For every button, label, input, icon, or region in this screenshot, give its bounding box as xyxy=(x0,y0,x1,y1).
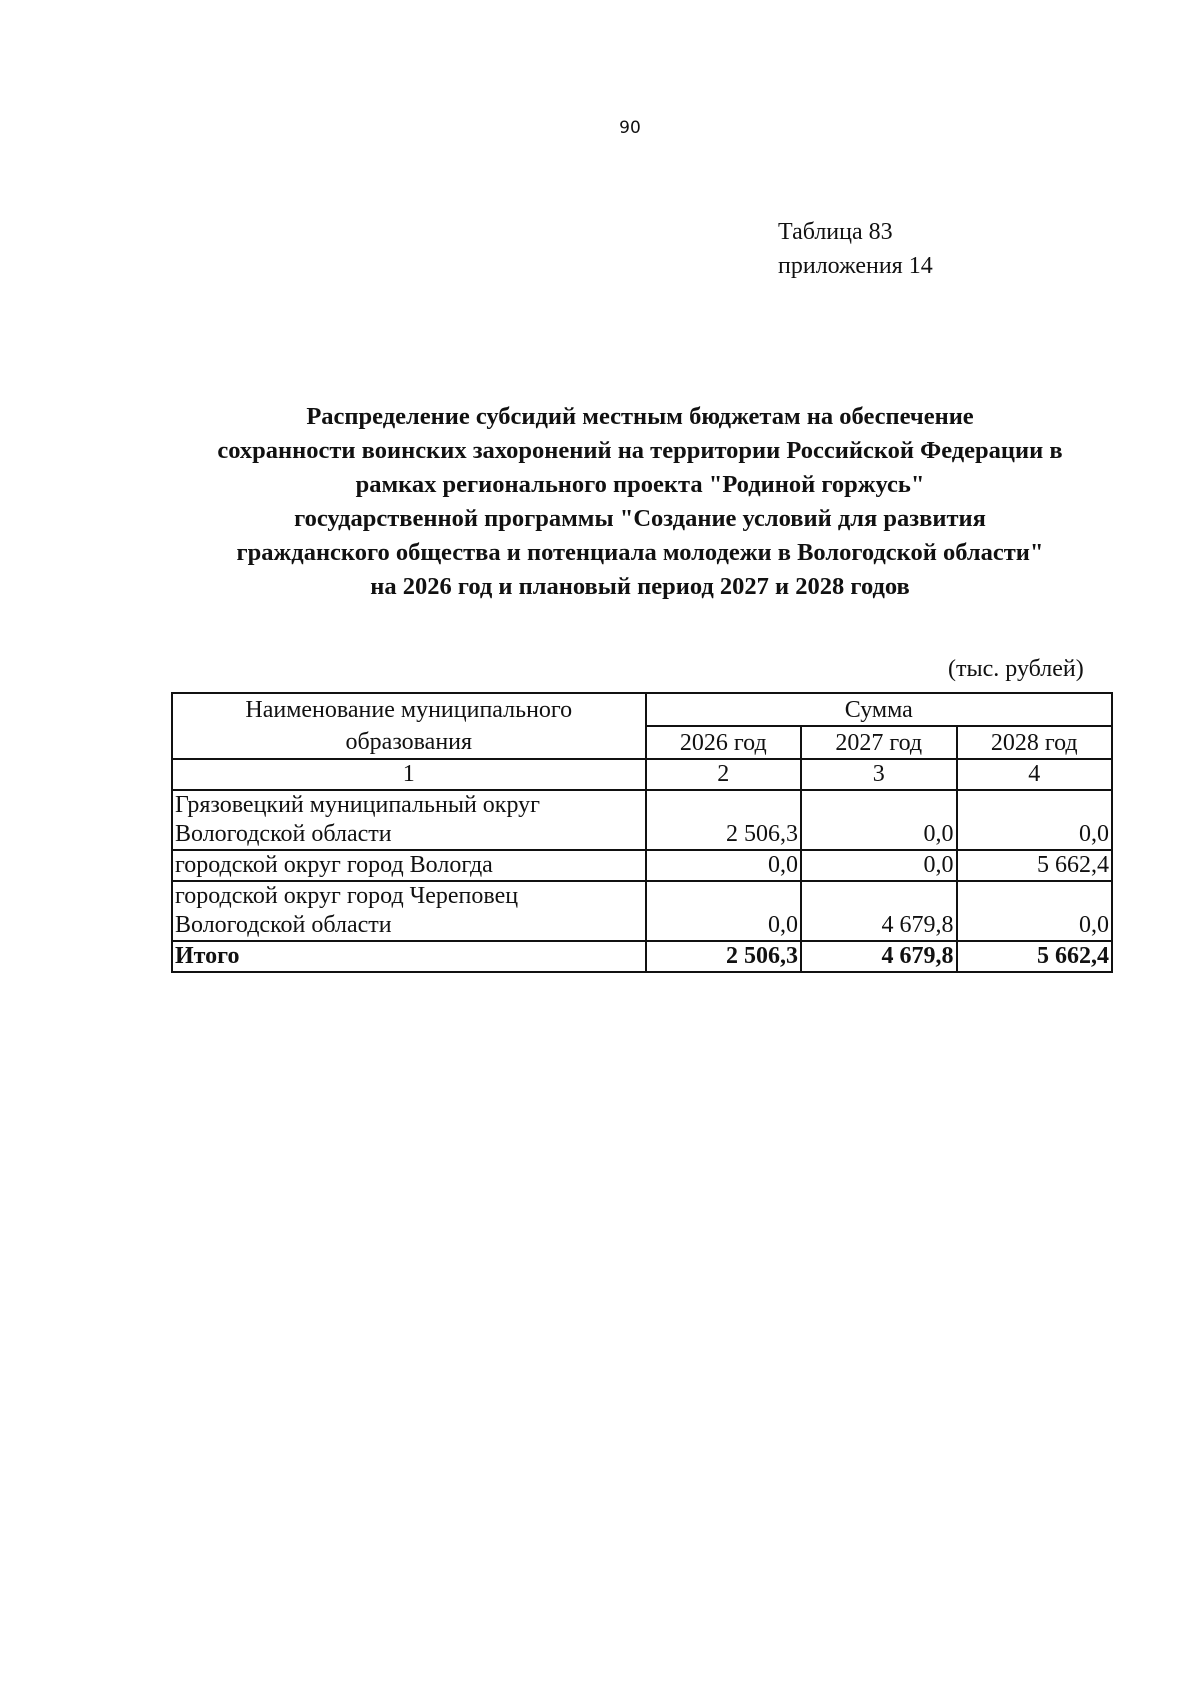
municipality-name-cell xyxy=(172,881,646,941)
value-cell: 0,0 xyxy=(646,881,801,941)
header-year-cell: 2028 год xyxy=(957,726,1113,759)
total-row xyxy=(172,941,1112,972)
page-number: 90 xyxy=(619,118,641,138)
header-sum-cell: Сумма xyxy=(646,693,1112,726)
table-row xyxy=(172,790,1112,850)
units-label: (тыс. рублей) xyxy=(948,656,1084,682)
municipality-name-line: Вологодской области xyxy=(175,912,392,938)
document-title xyxy=(150,400,1130,604)
header-year-cell: 2026 год xyxy=(646,726,801,759)
value-cell: 0,0 xyxy=(646,850,801,881)
total-value-cell: 4 679,8 xyxy=(801,941,956,972)
title-line: государственной программы "Создание условий для развития xyxy=(294,505,986,532)
value-cell: 2 506,3 xyxy=(646,790,801,850)
title-line: рамках регионального проекта "Родиной горжусь" xyxy=(355,471,925,498)
appendix-number: приложения 14 xyxy=(778,253,933,279)
header-year-cell: 2027 год xyxy=(801,726,956,759)
table-row xyxy=(172,881,1112,941)
column-number-cell: 2 xyxy=(646,759,801,790)
header-name-line: образования xyxy=(345,729,473,755)
title-line: сохранности воинских захоронений на территории Российской Федерации в xyxy=(217,437,1063,464)
column-number-cell: 3 xyxy=(801,759,956,790)
value-cell: 4 679,8 xyxy=(801,881,956,941)
total-label-cell: Итого xyxy=(172,941,646,972)
title-line: на 2026 год и плановый период 2027 и 2028 годов xyxy=(370,573,910,600)
table-number: Таблица 83 xyxy=(778,219,893,245)
subsidy-table xyxy=(171,692,1113,973)
table-row xyxy=(172,850,1112,881)
value-cell: 0,0 xyxy=(957,790,1113,850)
municipality-name-line: Грязовецкий муниципальный округ xyxy=(175,792,540,818)
column-number-cell: 4 xyxy=(957,759,1113,790)
municipality-name-line: городской округ город Череповец xyxy=(175,883,519,909)
title-line: Распределение субсидий местным бюджетам на обеспечение xyxy=(306,403,974,430)
header-name-line: Наименование муниципального xyxy=(245,697,573,723)
municipality-name-line: Вологодской области xyxy=(175,821,392,847)
municipality-name-cell: городской округ город Вологда xyxy=(172,850,646,881)
value-cell: 0,0 xyxy=(801,790,956,850)
municipality-name-cell xyxy=(172,790,646,850)
column-number-cell: 1 xyxy=(172,759,646,790)
value-cell: 5 662,4 xyxy=(957,850,1113,881)
header-name-cell xyxy=(172,693,646,759)
total-value-cell: 2 506,3 xyxy=(646,941,801,972)
column-number-row xyxy=(172,759,1112,790)
total-value-cell: 5 662,4 xyxy=(957,941,1113,972)
table-reference xyxy=(778,215,933,283)
title-line: гражданского общества и потенциала молодежи в Вологодской области" xyxy=(236,539,1044,566)
value-cell: 0,0 xyxy=(801,850,956,881)
value-cell: 0,0 xyxy=(957,881,1113,941)
table-header-row xyxy=(172,693,1112,726)
